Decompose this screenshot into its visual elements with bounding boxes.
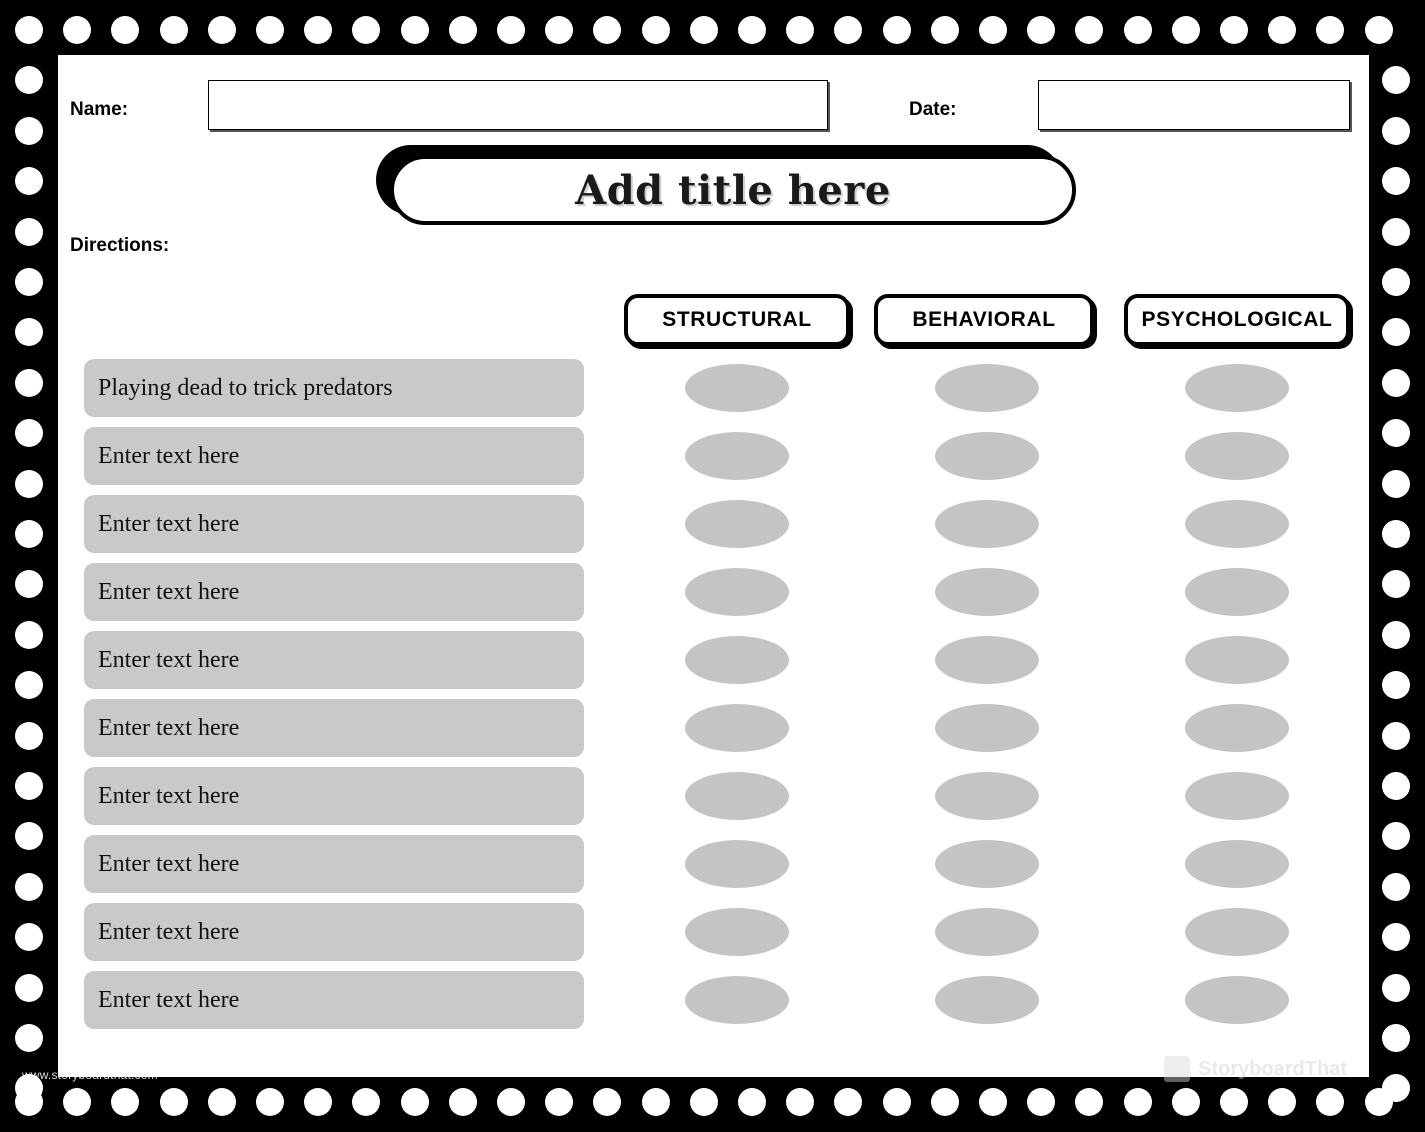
answer-bubble[interactable]: [935, 840, 1039, 888]
answer-bubble[interactable]: [935, 364, 1039, 412]
frame-dot: [1382, 822, 1410, 850]
frame-dot: [593, 16, 621, 44]
frame-dot: [883, 16, 911, 44]
title-pill[interactable]: [390, 155, 1076, 225]
row-text-field[interactable]: [84, 427, 584, 485]
answer-bubble[interactable]: [935, 568, 1039, 616]
row-text-field[interactable]: [84, 495, 584, 553]
answer-bubble[interactable]: [935, 432, 1039, 480]
frame-dot: [304, 1088, 332, 1116]
frame-dot: [1382, 117, 1410, 145]
row-text-label: Enter text here: [98, 578, 240, 605]
frame-dot: [786, 16, 814, 44]
frame-dot: [738, 1088, 766, 1116]
frame-dot: [1382, 923, 1410, 951]
frame-dot: [1382, 974, 1410, 1002]
worksheet-canvas: [58, 55, 1369, 1077]
column-header-structural: [624, 294, 850, 346]
frame-dot: [111, 16, 139, 44]
answer-bubble[interactable]: [935, 976, 1039, 1024]
row-text-field[interactable]: [84, 903, 584, 961]
frame-dot: [15, 772, 43, 800]
table-row: [58, 695, 1369, 763]
frame-dot: [1382, 621, 1410, 649]
frame-dot: [1124, 1088, 1152, 1116]
name-field[interactable]: [208, 80, 828, 130]
column-header-structural-label: STRUCTURAL: [662, 308, 812, 331]
answer-bubble[interactable]: [1185, 500, 1289, 548]
column-header-psychological-label: PSYCHOLOGICAL: [1141, 308, 1333, 331]
frame-dot: [449, 16, 477, 44]
frame-dot: [15, 722, 43, 750]
frame-dot: [15, 318, 43, 346]
answer-bubble[interactable]: [685, 636, 789, 684]
answer-bubble[interactable]: [685, 976, 789, 1024]
row-text-field[interactable]: [84, 359, 584, 417]
frame-dot: [15, 419, 43, 447]
row-text-field[interactable]: [84, 835, 584, 893]
frame-dot: [545, 1088, 573, 1116]
frame-dot: [1172, 1088, 1200, 1116]
frame-dot: [1382, 873, 1410, 901]
frame-dot: [1027, 1088, 1055, 1116]
answer-bubble[interactable]: [685, 772, 789, 820]
frame-dot: [931, 1088, 959, 1116]
frame-dot: [1382, 772, 1410, 800]
frame-dot: [1382, 167, 1410, 195]
frame-dot: [1172, 16, 1200, 44]
frame-dot: [979, 16, 1007, 44]
frame-dot: [1382, 318, 1410, 346]
frame-dot: [449, 1088, 477, 1116]
row-text-field[interactable]: [84, 563, 584, 621]
frame-dot: [1268, 1088, 1296, 1116]
frame-dot: [690, 16, 718, 44]
frame-dot: [111, 1088, 139, 1116]
page-title: Add title here: [575, 166, 891, 214]
answer-bubble[interactable]: [685, 432, 789, 480]
row-text-label: Enter text here: [98, 510, 240, 537]
frame-dot: [1365, 16, 1393, 44]
row-text-label: Enter text here: [98, 782, 240, 809]
frame-dot: [593, 1088, 621, 1116]
answer-bubble[interactable]: [1185, 704, 1289, 752]
frame-dot: [1382, 1024, 1410, 1052]
frame-dot: [834, 16, 862, 44]
answer-bubble[interactable]: [1185, 568, 1289, 616]
frame-dot: [63, 1088, 91, 1116]
answer-bubble[interactable]: [1185, 636, 1289, 684]
frame-dot: [1316, 16, 1344, 44]
column-header-psychological: [1124, 294, 1350, 346]
frame-dot: [401, 16, 429, 44]
frame-dot: [15, 470, 43, 498]
frame-dot: [304, 16, 332, 44]
frame-dot: [1027, 16, 1055, 44]
answer-bubble[interactable]: [685, 908, 789, 956]
frame-dot: [497, 16, 525, 44]
answer-bubble[interactable]: [1185, 976, 1289, 1024]
row-text-label: Enter text here: [98, 714, 240, 741]
row-text-label: Enter text here: [98, 442, 240, 469]
frame-dot: [15, 268, 43, 296]
frame-dot: [1382, 470, 1410, 498]
answer-bubble[interactable]: [1185, 432, 1289, 480]
frame-dot: [15, 117, 43, 145]
worksheet-rows: [58, 355, 1369, 1035]
frame-dot: [15, 369, 43, 397]
name-label: Name:: [70, 99, 129, 120]
frame-dot: [1382, 218, 1410, 246]
frame-dot: [352, 16, 380, 44]
frame-dot: [738, 16, 766, 44]
frame-dot: [883, 1088, 911, 1116]
table-row: [58, 355, 1369, 423]
row-text-field[interactable]: [84, 767, 584, 825]
frame-dot: [834, 1088, 862, 1116]
answer-bubble[interactable]: [935, 704, 1039, 752]
answer-bubble[interactable]: [1185, 772, 1289, 820]
title-banner[interactable]: [376, 145, 1076, 225]
row-text-label: Enter text here: [98, 986, 240, 1013]
frame-dot: [15, 167, 43, 195]
frame-dot: [979, 1088, 1007, 1116]
frame-dot: [1075, 16, 1103, 44]
brand-logo-icon: [1164, 1056, 1190, 1082]
frame-dot: [642, 1088, 670, 1116]
frame-dot: [160, 16, 188, 44]
column-header-behavioral-label: BEHAVIORAL: [912, 308, 1056, 331]
frame-dot: [1220, 1088, 1248, 1116]
footer-brand-label: StoryboardThat: [1198, 1057, 1347, 1080]
date-label: Date:: [909, 99, 957, 120]
answer-bubble[interactable]: [685, 500, 789, 548]
table-row: [58, 559, 1369, 627]
frame-dot: [1382, 570, 1410, 598]
frame-dot: [1316, 1088, 1344, 1116]
frame-dot: [15, 974, 43, 1002]
frame-dot: [15, 16, 43, 44]
answer-bubble[interactable]: [685, 364, 789, 412]
frame-dot: [1268, 16, 1296, 44]
frame-dot: [208, 16, 236, 44]
table-row: [58, 423, 1369, 491]
table-row: [58, 627, 1369, 695]
frame-dot: [352, 1088, 380, 1116]
answer-bubble[interactable]: [935, 908, 1039, 956]
frame-dot: [15, 923, 43, 951]
answer-bubble[interactable]: [1185, 908, 1289, 956]
table-row: [58, 967, 1369, 1035]
frame-dot: [1382, 419, 1410, 447]
frame-dot: [1220, 16, 1248, 44]
frame-dot: [15, 66, 43, 94]
frame-dot: [786, 1088, 814, 1116]
row-text-label: Enter text here: [98, 646, 240, 673]
frame-dot: [160, 1088, 188, 1116]
answer-bubble[interactable]: [685, 568, 789, 616]
row-text-label: Playing dead to trick predators: [98, 374, 393, 401]
answer-bubble[interactable]: [935, 636, 1039, 684]
frame-dot: [1382, 671, 1410, 699]
frame-dot: [1382, 268, 1410, 296]
table-row: [58, 831, 1369, 899]
answer-bubble[interactable]: [685, 704, 789, 752]
frame-dot: [63, 16, 91, 44]
frame-dot: [208, 1088, 236, 1116]
frame-dot: [15, 218, 43, 246]
frame-dot: [1124, 16, 1152, 44]
name-input[interactable]: [209, 81, 827, 129]
row-text-field[interactable]: [84, 971, 584, 1029]
date-input[interactable]: [1039, 81, 1349, 129]
footer-brand: [1164, 1056, 1347, 1082]
frame-dot: [1382, 66, 1410, 94]
answer-bubble[interactable]: [935, 500, 1039, 548]
frame-dot: [931, 16, 959, 44]
frame-dot: [15, 1024, 43, 1052]
frame-dot: [545, 16, 573, 44]
frame-dot: [1382, 520, 1410, 548]
frame-dot: [15, 671, 43, 699]
directions-label: Directions:: [70, 235, 170, 256]
row-text-label: Enter text here: [98, 850, 240, 877]
row-text-field[interactable]: [84, 699, 584, 757]
footer-url[interactable]: www.storyboardthat.com: [22, 1068, 158, 1082]
frame-dot: [256, 1088, 284, 1116]
frame-dot: [1382, 722, 1410, 750]
answer-bubble[interactable]: [1185, 840, 1289, 888]
frame-dot: [256, 16, 284, 44]
row-text-label: Enter text here: [98, 918, 240, 945]
frame-dot: [1382, 1074, 1410, 1102]
table-row: [58, 763, 1369, 831]
frame-dot: [15, 873, 43, 901]
frame-dot: [15, 570, 43, 598]
answer-bubble[interactable]: [1185, 364, 1289, 412]
date-field[interactable]: [1038, 80, 1350, 130]
frame-dot: [1382, 369, 1410, 397]
frame-dot: [497, 1088, 525, 1116]
frame-dot: [15, 520, 43, 548]
frame-dot: [15, 822, 43, 850]
table-row: [58, 899, 1369, 967]
frame-dot: [642, 16, 670, 44]
frame-dot: [401, 1088, 429, 1116]
frame-dot: [690, 1088, 718, 1116]
row-text-field[interactable]: [84, 631, 584, 689]
frame-dot: [15, 621, 43, 649]
answer-bubble[interactable]: [935, 772, 1039, 820]
answer-bubble[interactable]: [685, 840, 789, 888]
column-header-behavioral: [874, 294, 1094, 346]
frame-dot: [1075, 1088, 1103, 1116]
table-row: [58, 491, 1369, 559]
